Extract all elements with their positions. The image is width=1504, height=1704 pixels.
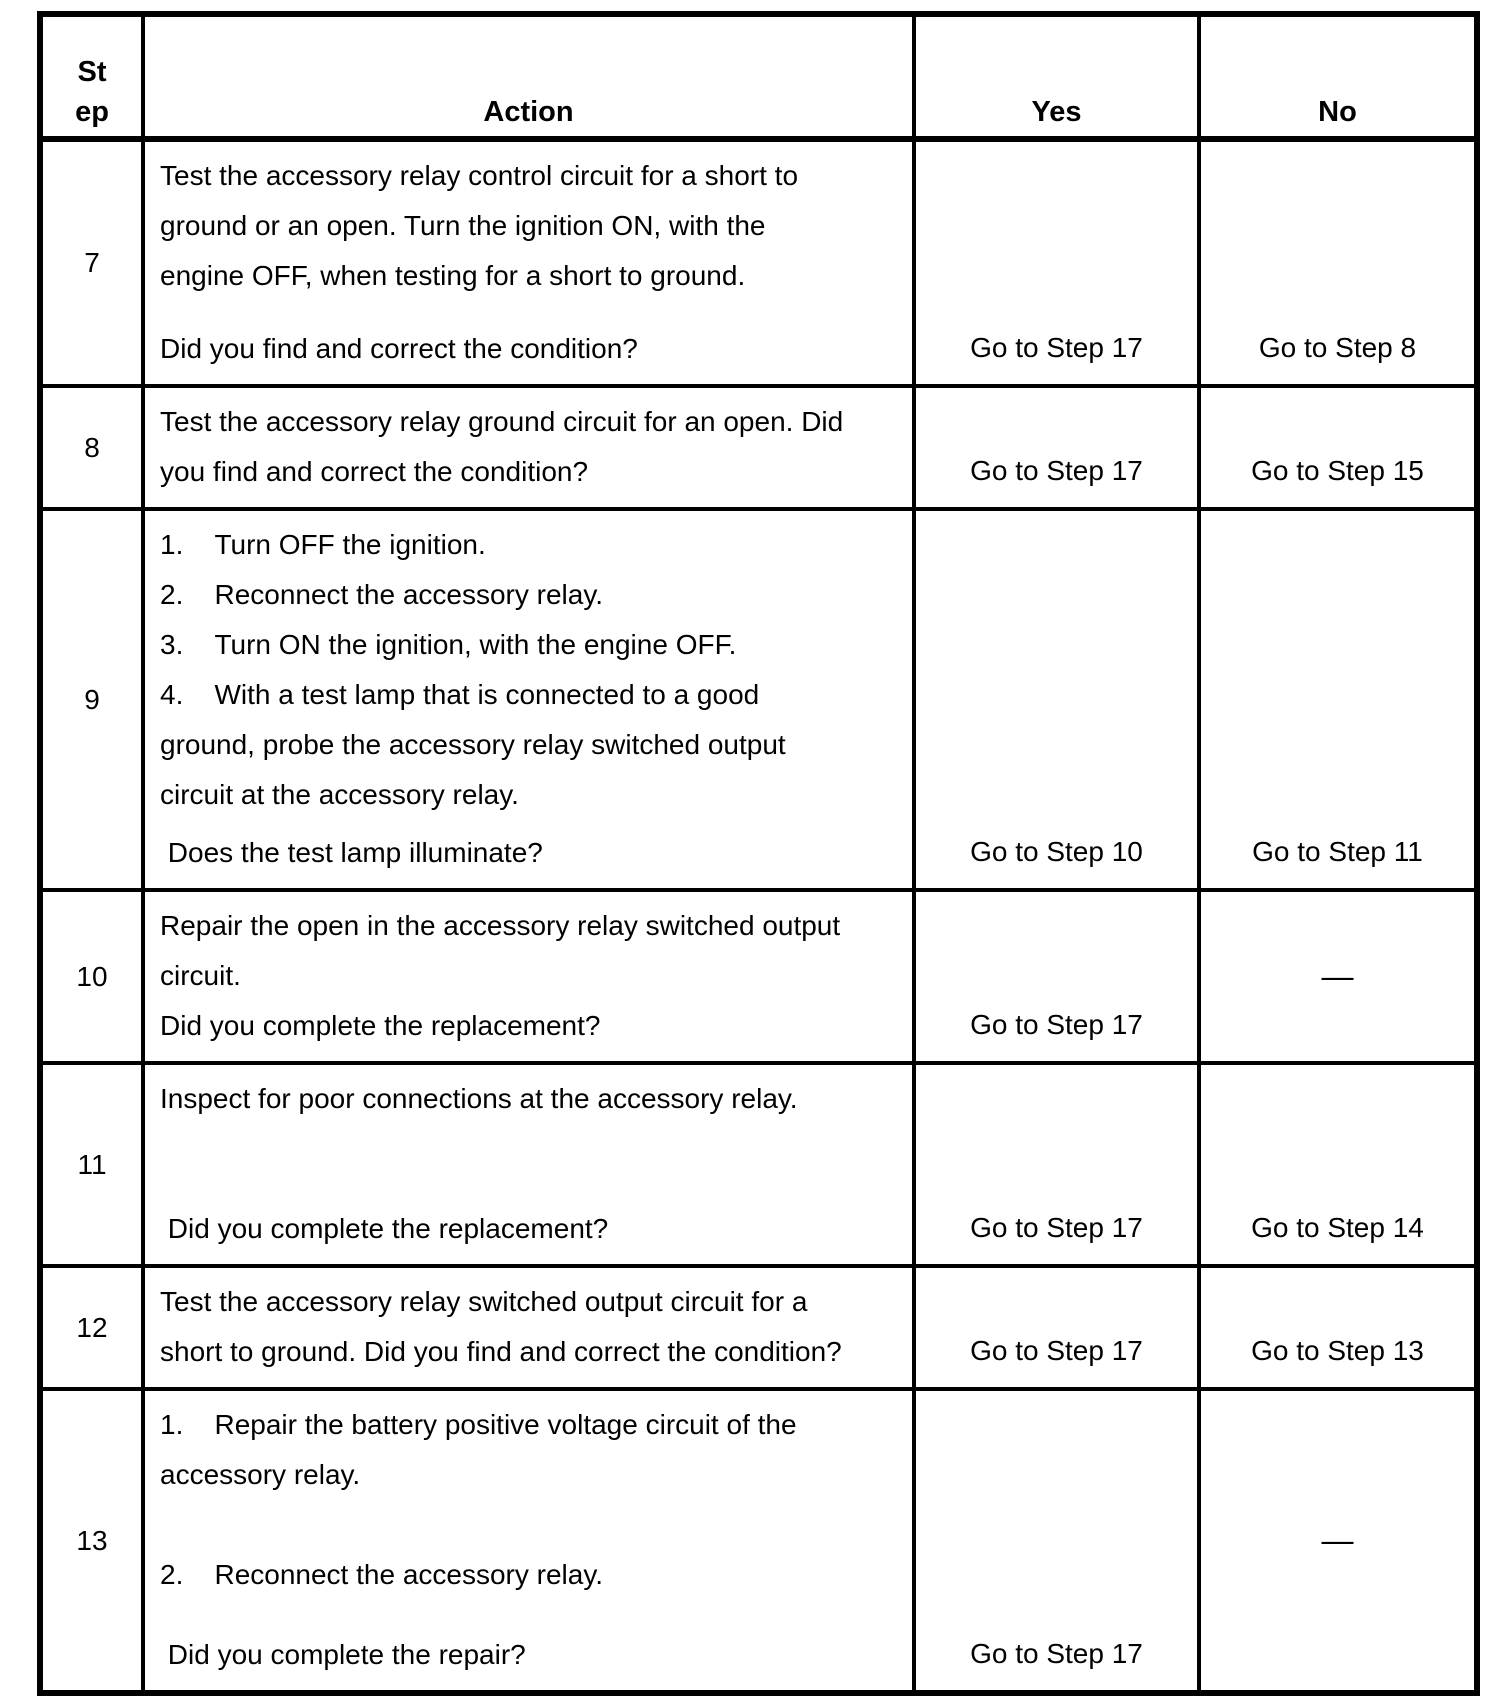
no-column-header: No (1199, 14, 1477, 139)
no-cell: Go to Step 15 (1199, 386, 1477, 509)
table-row-step-7 (40, 139, 1477, 386)
table-body (40, 139, 1477, 1693)
no-cell: Go to Step 14 (1199, 1063, 1477, 1266)
step-header-line1: St (77, 56, 107, 88)
table-row-step-8 (40, 386, 1477, 509)
action-line: engine OFF, when testing for a short to ground. (160, 260, 746, 291)
table-header (40, 14, 1477, 139)
step-number: 11 (40, 1063, 143, 1266)
no-cell: Go to Step 8 (1199, 139, 1477, 386)
action-question: Did you complete the replacement? (160, 1213, 609, 1244)
action-question: Did you complete the repair? (160, 1639, 526, 1670)
action-line: Test the accessory relay control circuit for a short to (160, 160, 799, 191)
action-column-header: Action (143, 14, 914, 139)
action-line: short to ground. Did you find and correct the condition? (160, 1336, 842, 1367)
yes-cell: Go to Step 10 (914, 509, 1199, 890)
yes-cell: Go to Step 17 (914, 386, 1199, 509)
step-number: 10 (40, 890, 143, 1063)
em-dash: — (1321, 1521, 1354, 1558)
action-line: Did you complete the replacement? (160, 1010, 601, 1041)
step-number: 8 (40, 386, 143, 509)
action-cell (143, 1266, 914, 1389)
action-cell (143, 139, 914, 386)
no-cell (1199, 1389, 1477, 1693)
yes-cell: Go to Step 17 (914, 890, 1199, 1063)
action-line: 3. Turn ON the ignition, with the engine OFF. (160, 629, 737, 660)
table-row-step-13 (40, 1389, 1477, 1693)
action-line: 2. Reconnect the accessory relay. (160, 1559, 604, 1590)
table-row-step-9 (40, 509, 1477, 890)
step-header-line2: ep (75, 96, 109, 128)
action-line: you find and correct the condition? (160, 456, 589, 487)
action-line: 4. With a test lamp that is connected to a good (160, 679, 760, 710)
diagnostic-table (37, 11, 1480, 1696)
no-cell: Go to Step 11 (1199, 509, 1477, 890)
action-line: 1. Turn OFF the ignition. (160, 529, 486, 560)
action-line (160, 1500, 902, 1550)
step-column-header (40, 14, 143, 139)
action-cell (143, 1063, 914, 1266)
action-line: Repair the open in the accessory relay switched output (160, 910, 841, 941)
yes-cell: Go to Step 17 (914, 1063, 1199, 1266)
header-row (40, 14, 1477, 139)
em-dash: — (1321, 957, 1354, 994)
action-cell (143, 890, 914, 1063)
action-line: 1. Repair the battery positive voltage circuit of the (160, 1409, 797, 1440)
step-number: 12 (40, 1266, 143, 1389)
action-line: 2. Reconnect the accessory relay. (160, 579, 604, 610)
action-line: circuit at the accessory relay. (160, 779, 519, 810)
action-question: Does the test lamp illuminate? (160, 837, 543, 868)
action-line: Test the accessory relay ground circuit for an open. Did (160, 406, 844, 437)
yes-cell: Go to Step 17 (914, 1389, 1199, 1693)
no-cell (1199, 890, 1477, 1063)
step-number: 13 (40, 1389, 143, 1693)
action-cell (143, 509, 914, 890)
step-number: 7 (40, 139, 143, 386)
action-line: circuit. (160, 960, 241, 991)
action-question: Did you find and correct the condition? (160, 333, 638, 364)
action-cell (143, 1389, 914, 1693)
yes-cell: Go to Step 17 (914, 1266, 1199, 1389)
step-number: 9 (40, 509, 143, 890)
action-cell (143, 386, 914, 509)
action-line: ground, probe the accessory relay switched output (160, 729, 786, 760)
yes-column-header: Yes (914, 14, 1199, 139)
table-row-step-12 (40, 1266, 1477, 1389)
no-cell: Go to Step 13 (1199, 1266, 1477, 1389)
action-line: ground or an open. Turn the ignition ON, with the (160, 210, 766, 241)
action-line: Inspect for poor connections at the accessory relay. (160, 1083, 798, 1114)
yes-cell: Go to Step 17 (914, 139, 1199, 386)
action-line: Test the accessory relay switched output circuit for a (160, 1286, 808, 1317)
table-row-step-11 (40, 1063, 1477, 1266)
table-row-step-10 (40, 890, 1477, 1063)
action-line: accessory relay. (160, 1459, 361, 1490)
